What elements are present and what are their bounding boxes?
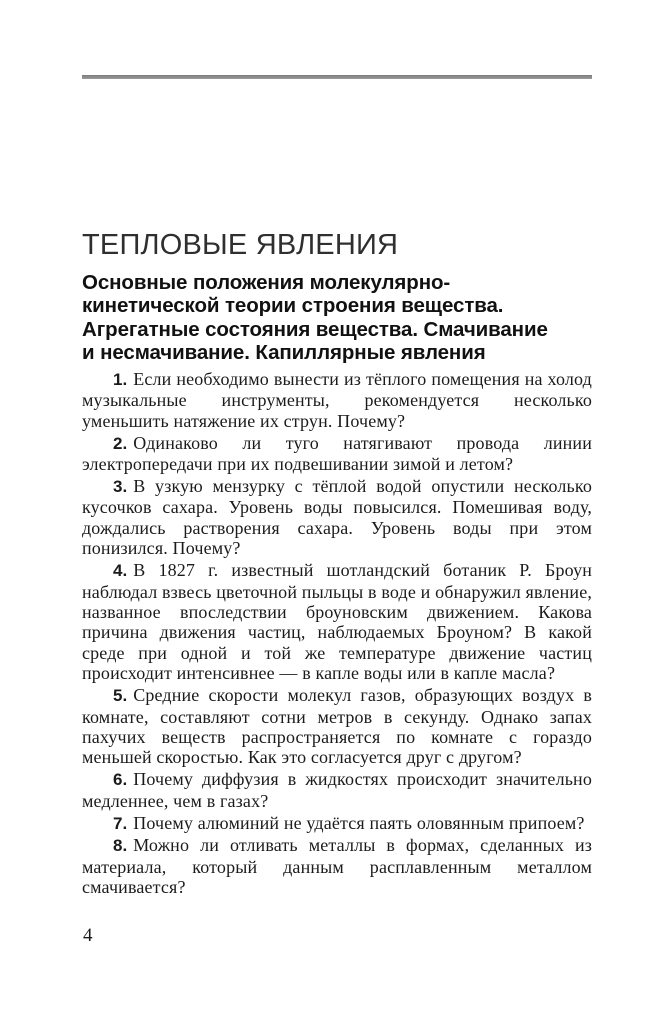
question-2-number: 2. bbox=[113, 433, 128, 453]
question-4-text: В 1827 г. известный шотландский ботаник Р. Броун наблюдал взвесь цветочной пыльцы в воде и обнаружил явление, названное впоследствии броуновским движением. Какова причина движения частиц, наблюдаемых Броуном? В какой среде при одной и той же температуре движение частиц происходит интенсивнее — в капле воды или в капле масла? bbox=[82, 560, 592, 684]
header-rule bbox=[82, 75, 592, 79]
question-7 bbox=[82, 813, 592, 834]
question-7-number: 7. bbox=[113, 813, 128, 833]
subsection-title-line: Основные положения молекулярно- bbox=[82, 271, 451, 294]
question-6 bbox=[82, 769, 592, 811]
question-5-number: 5. bbox=[113, 686, 128, 706]
question-3-text: В узкую мензурку с тёплой водой опустили несколько кусочков сахара. Уровень воды повысился. Помешивая воду, дождались растворения сахара. Уровень воды при этом понизился. Почему? bbox=[82, 476, 592, 559]
question-8 bbox=[82, 835, 592, 897]
question-4-number: 4. bbox=[113, 561, 128, 581]
question-3-number: 3. bbox=[113, 477, 128, 497]
question-5-text: Средние скорости молекул газов, образующих воздух в комнате, составляют сотни метров в секунду. Однако запах пахучих веществ распространяется по комнате с гораздо меньшей скоростью. Как это согласуется друг с другом? bbox=[82, 685, 592, 768]
page-number: 4 bbox=[83, 925, 93, 946]
question-8-number: 8. bbox=[113, 836, 128, 856]
questions-list bbox=[82, 369, 592, 899]
question-1-number: 1. bbox=[113, 370, 128, 389]
question-6-number: 6. bbox=[113, 770, 128, 790]
question-4 bbox=[82, 560, 592, 683]
question-8-text: Можно ли отливать металлы в формах, сделанных из материала, который данным расплавленным металлом смачивается? bbox=[82, 835, 592, 898]
subsection-title-line: кинетической теории строения вещества. bbox=[82, 294, 504, 318]
question-1-text: Если необходимо вынести из тёплого помещения на холод музыкальные инструменты, рекомендуется несколько уменьшить натяжение их струн. Почему? bbox=[82, 369, 592, 431]
subsection-title-line: и несмачивание. Капиллярные явления bbox=[82, 341, 486, 365]
question-2 bbox=[82, 433, 592, 475]
question-2-text: Одинаково ли туго натягивают провода линии электропередачи при их подвешивании зимой и летом? bbox=[82, 432, 592, 475]
section-title: ТЕПЛОВЫЕ ЯВЛЕНИЯ bbox=[82, 229, 399, 261]
question-6-text: Почему диффузия в жидкостях происходит значительно медленнее, чем в газах? bbox=[82, 769, 592, 811]
question-5 bbox=[82, 685, 592, 768]
question-1 bbox=[82, 369, 592, 431]
subsection-title-line: Агрегатные состояния вещества. Смачивание bbox=[82, 317, 548, 341]
question-3 bbox=[82, 476, 592, 559]
question-7-text: Почему алюминий не удаётся паять оловянным припоем? bbox=[133, 812, 585, 833]
subsection-title bbox=[82, 271, 594, 365]
